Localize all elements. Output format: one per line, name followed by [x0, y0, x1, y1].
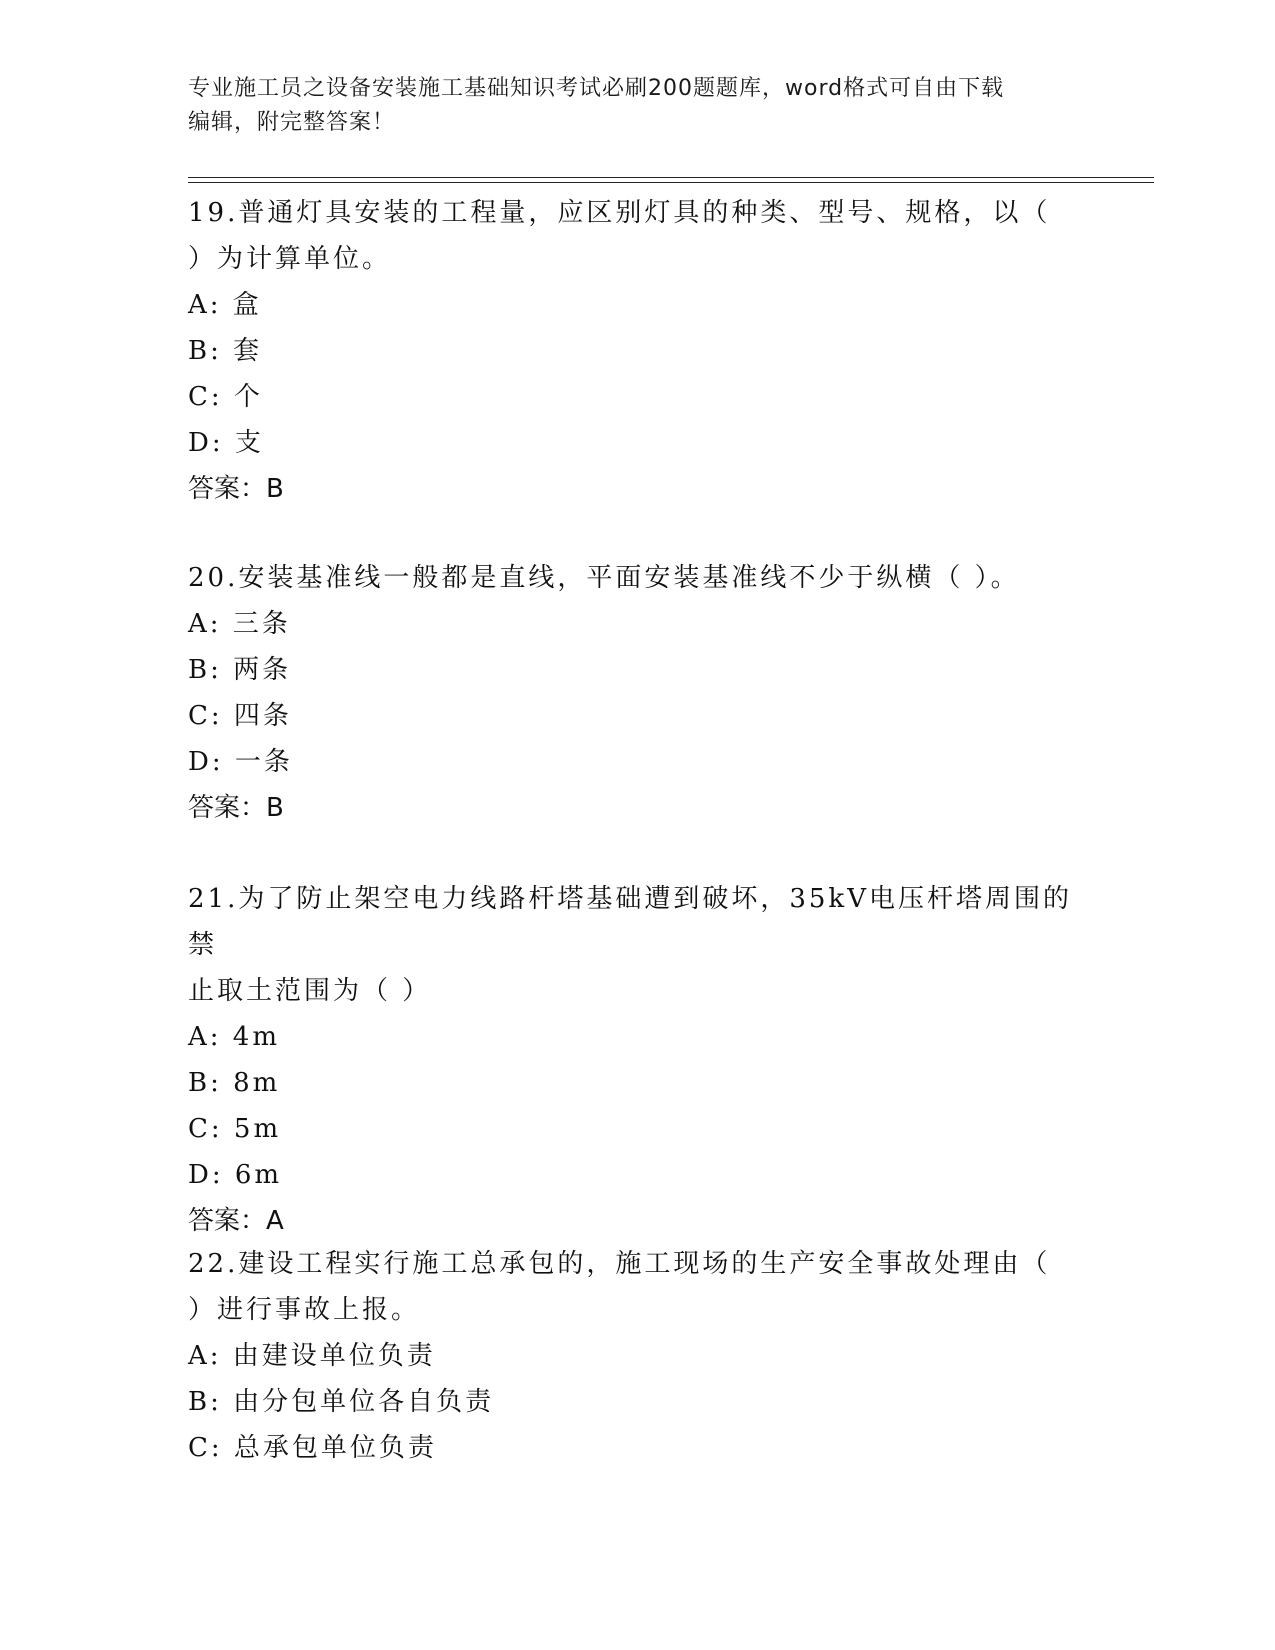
question-22 — [188, 1241, 1088, 1471]
question-stem-line: ）进行事故上报。 — [188, 1295, 421, 1325]
question-stem-line: 19.普通灯具安装的工程量，应区别灯具的种类、型号、规格，以（ — [188, 198, 1051, 228]
header-line-2: 编辑，附完整答案！ — [188, 110, 396, 135]
header-divider-bottom — [188, 182, 1154, 183]
header-line-1: 专业施工员之设备安装施工基础知识考试必刷200题题库，word格式可自由下载 — [188, 76, 1005, 101]
question-21 — [188, 876, 1088, 1244]
option-a: A: 4m — [188, 1022, 280, 1052]
document-header — [188, 72, 1088, 140]
option-d: D: 6m — [188, 1160, 283, 1190]
option-b: B: 两条 — [188, 655, 292, 685]
answer-line: 答案：B — [188, 793, 284, 823]
option-b: B: 由分包单位各自负责 — [188, 1387, 495, 1417]
question-stem-line: 20.安装基准线一般都是直线，平面安装基准线不少于纵横（ ）。 — [188, 563, 1020, 593]
option-a: A: 三条 — [188, 609, 291, 639]
option-a: A: 盒 — [188, 290, 262, 320]
option-b: B: 8m — [188, 1068, 281, 1098]
option-b: B: 套 — [188, 336, 263, 366]
option-c: C: 总承包单位负责 — [188, 1433, 437, 1463]
option-a: A: 由建设单位负责 — [188, 1341, 436, 1371]
question-stem-line: 21.为了防止架空电力线路杆塔基础遭到破坏，35kV电压杆塔周围的禁 — [188, 884, 1072, 960]
option-c: C: 四条 — [188, 701, 292, 731]
header-divider-top — [188, 177, 1154, 178]
question-stem-line: 止取土范围为（ ） — [188, 976, 432, 1006]
question-19 — [188, 190, 1088, 512]
option-d: D: 一条 — [188, 747, 293, 777]
question-stem-line: 22.建设工程实行施工总承包的，施工现场的生产安全事故处理由（ — [188, 1249, 1051, 1279]
question-20 — [188, 555, 1088, 831]
question-stem-line: ）为计算单位。 — [188, 244, 392, 274]
answer-line: 答案：A — [188, 1206, 284, 1236]
option-c: C: 5m — [188, 1114, 282, 1144]
answer-line: 答案：B — [188, 474, 284, 504]
option-c: C: 个 — [188, 382, 263, 412]
option-d: D: 支 — [188, 428, 264, 458]
